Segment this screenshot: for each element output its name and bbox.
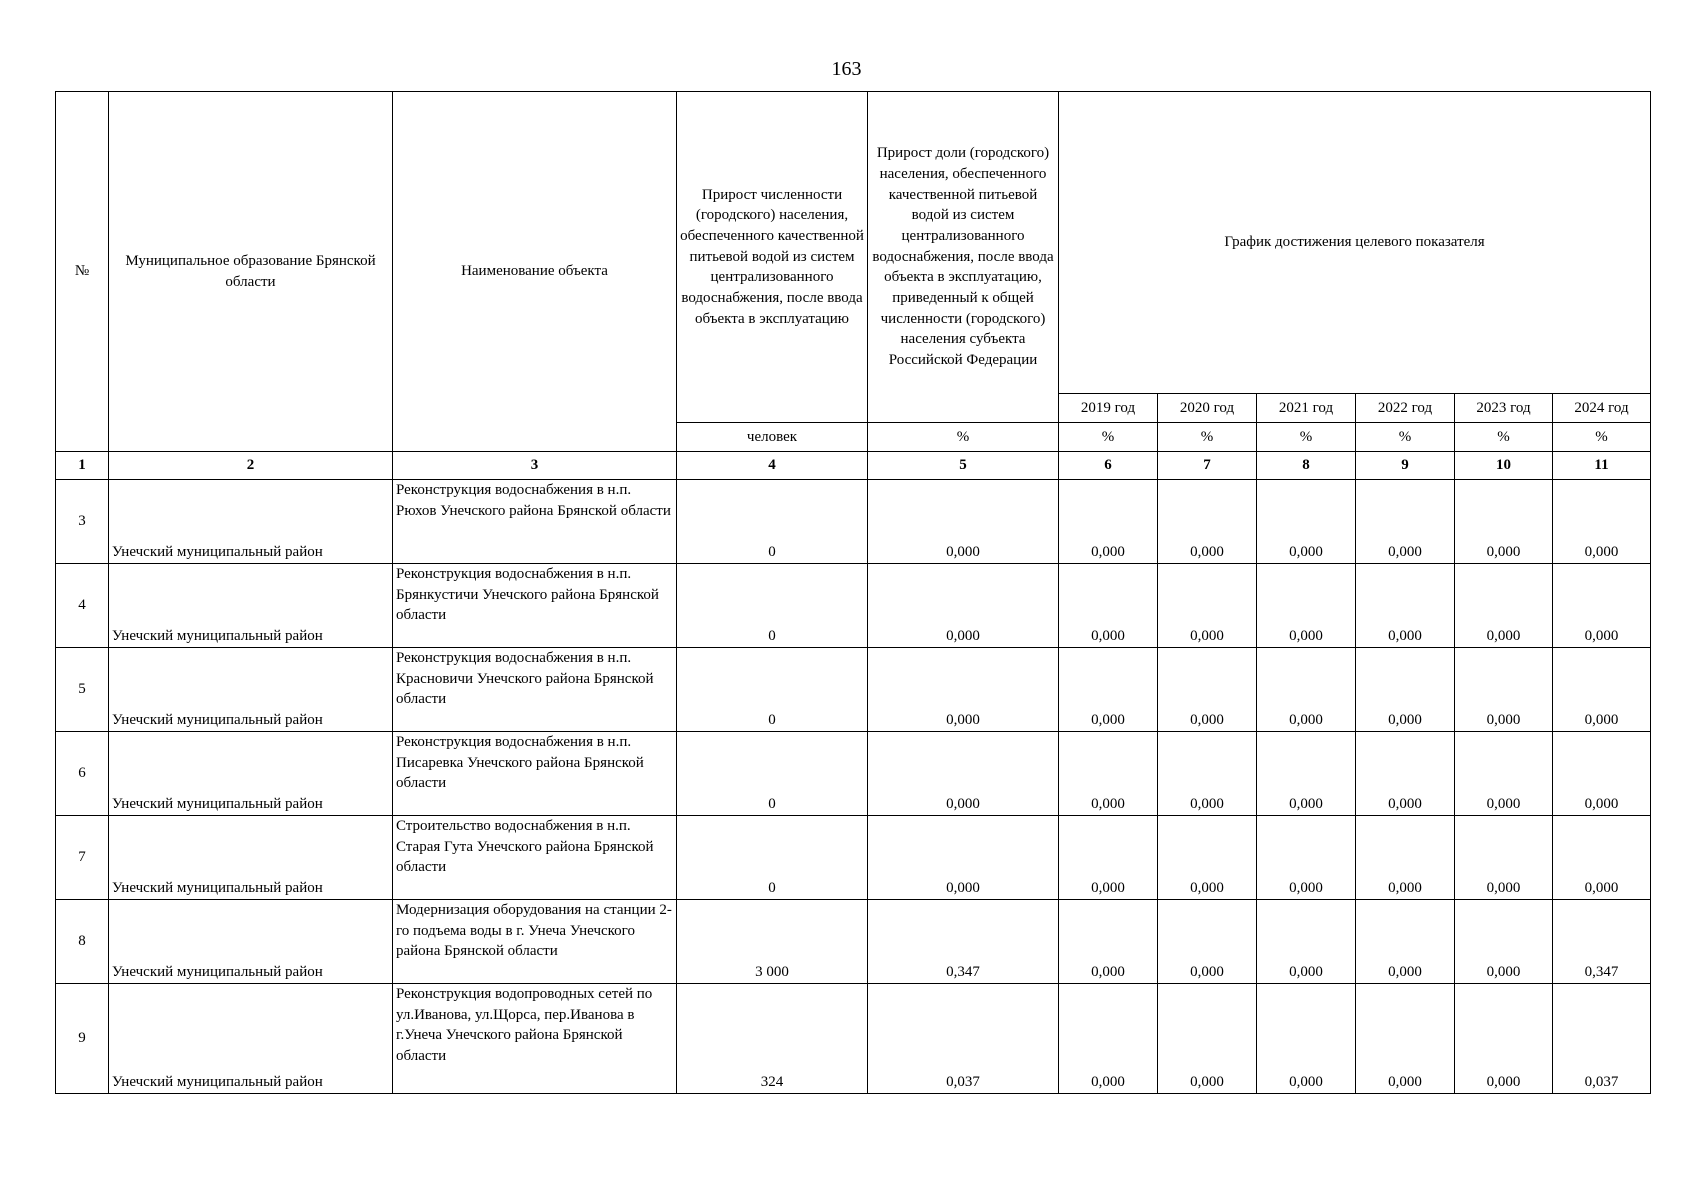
year-value-cell: 0,000 bbox=[1455, 732, 1553, 816]
year-value-cell: 0,000 bbox=[1059, 732, 1158, 816]
column-number: 6 bbox=[1059, 452, 1158, 480]
unit-percent: % bbox=[1553, 423, 1651, 452]
share-increase-cell: 0,000 bbox=[868, 732, 1059, 816]
year-value-cell: 0,000 bbox=[1455, 816, 1553, 900]
table-row bbox=[56, 648, 1651, 732]
year-value-cell: 0,000 bbox=[1356, 732, 1455, 816]
share-increase-cell: 0,037 bbox=[868, 984, 1059, 1094]
population-increase-cell: 0 bbox=[677, 480, 868, 564]
year-value-cell: 0,000 bbox=[1257, 984, 1356, 1094]
share-increase-cell: 0,000 bbox=[868, 564, 1059, 648]
column-number: 9 bbox=[1356, 452, 1455, 480]
row-number: 6 bbox=[56, 732, 109, 816]
population-increase-cell: 324 bbox=[677, 984, 868, 1094]
column-number: 7 bbox=[1158, 452, 1257, 480]
year-value-cell: 0,000 bbox=[1059, 984, 1158, 1094]
table-row bbox=[56, 480, 1651, 564]
column-number: 2 bbox=[109, 452, 393, 480]
year-value-cell: 0,000 bbox=[1158, 816, 1257, 900]
header-no: № bbox=[56, 92, 109, 452]
year-value-cell: 0,000 bbox=[1455, 984, 1553, 1094]
header-object-name: Наименование объекта bbox=[393, 92, 677, 452]
table-row bbox=[56, 816, 1651, 900]
table-row bbox=[56, 564, 1651, 648]
year-value-cell: 0,000 bbox=[1257, 816, 1356, 900]
population-increase-cell: 3 000 bbox=[677, 900, 868, 984]
year-value-cell: 0,000 bbox=[1455, 900, 1553, 984]
header-share-increase: Прирост доли (городского) населения, обеспеченного качественной питьевой водой из систем централизованного водоснабжения, после ввода объекта в эксплуатацию, приведенный к общей численности (городского) населения субъекта Российской Федерации bbox=[868, 92, 1059, 423]
share-increase-cell: 0,000 bbox=[868, 816, 1059, 900]
year-value-cell: 0,000 bbox=[1158, 480, 1257, 564]
share-increase-cell: 0,347 bbox=[868, 900, 1059, 984]
year-value-cell: 0,000 bbox=[1059, 480, 1158, 564]
share-increase-cell: 0,000 bbox=[868, 648, 1059, 732]
municipality-cell: Унечский муниципальный район bbox=[109, 732, 393, 816]
object-name-cell: Реконструкция водоснабжения в н.п. Брянкустичи Унечского района Брянской области bbox=[393, 564, 677, 648]
year-value-cell: 0,000 bbox=[1158, 984, 1257, 1094]
year-value-cell: 0,000 bbox=[1059, 648, 1158, 732]
header-year: 2024 год bbox=[1553, 394, 1651, 423]
object-name-cell: Реконструкция водопроводных сетей по ул.Иванова, ул.Щорса, пер.Иванова в г.Унеча Унечского района Брянской области bbox=[393, 984, 677, 1094]
object-name-cell: Строительство водоснабжения в н.п. Старая Гута Унечского района Брянской области bbox=[393, 816, 677, 900]
object-name-cell: Реконструкция водоснабжения в н.п. Рюхов Унечского района Брянской области bbox=[393, 480, 677, 564]
object-name-cell: Реконструкция водоснабжения в н.п. Писаревка Унечского района Брянской области bbox=[393, 732, 677, 816]
year-value-cell: 0,037 bbox=[1553, 984, 1651, 1094]
year-value-cell: 0,000 bbox=[1158, 900, 1257, 984]
year-value-cell: 0,000 bbox=[1553, 480, 1651, 564]
year-value-cell: 0,000 bbox=[1257, 900, 1356, 984]
header-population-increase: Прирост численности (городского) населения, обеспеченного качественной питьевой водой из систем централизованного водоснабжения, после ввода объекта в эксплуатацию bbox=[677, 92, 868, 423]
table-row bbox=[56, 900, 1651, 984]
header-year: 2022 год bbox=[1356, 394, 1455, 423]
column-numbers-row bbox=[56, 452, 1651, 480]
row-number: 5 bbox=[56, 648, 109, 732]
header-schedule: График достижения целевого показателя bbox=[1059, 92, 1651, 394]
year-value-cell: 0,000 bbox=[1356, 564, 1455, 648]
year-value-cell: 0,000 bbox=[1553, 648, 1651, 732]
header-year: 2020 год bbox=[1158, 394, 1257, 423]
year-value-cell: 0,000 bbox=[1356, 648, 1455, 732]
unit-percent: % bbox=[1158, 423, 1257, 452]
page-number: 163 bbox=[831, 58, 862, 80]
share-increase-cell: 0,000 bbox=[868, 480, 1059, 564]
year-value-cell: 0,000 bbox=[1553, 732, 1651, 816]
municipality-cell: Унечский муниципальный район bbox=[109, 480, 393, 564]
column-number: 5 bbox=[868, 452, 1059, 480]
column-number: 8 bbox=[1257, 452, 1356, 480]
year-value-cell: 0,000 bbox=[1257, 480, 1356, 564]
year-value-cell: 0,000 bbox=[1158, 732, 1257, 816]
row-number: 7 bbox=[56, 816, 109, 900]
year-value-cell: 0,000 bbox=[1257, 648, 1356, 732]
municipality-cell: Унечский муниципальный район bbox=[109, 648, 393, 732]
column-number: 10 bbox=[1455, 452, 1553, 480]
year-value-cell: 0,000 bbox=[1356, 900, 1455, 984]
object-name-cell: Модернизация оборудования на станции 2-го подъема воды в г. Унеча Унечского района Брянской области bbox=[393, 900, 677, 984]
year-value-cell: 0,347 bbox=[1553, 900, 1651, 984]
header-year: 2021 год bbox=[1257, 394, 1356, 423]
year-value-cell: 0,000 bbox=[1158, 648, 1257, 732]
year-value-cell: 0,000 bbox=[1455, 648, 1553, 732]
year-value-cell: 0,000 bbox=[1257, 732, 1356, 816]
unit-percent: % bbox=[868, 423, 1059, 452]
year-value-cell: 0,000 bbox=[1356, 984, 1455, 1094]
column-number: 3 bbox=[393, 452, 677, 480]
row-number: 3 bbox=[56, 480, 109, 564]
row-number: 4 bbox=[56, 564, 109, 648]
unit-percent: % bbox=[1356, 423, 1455, 452]
row-number: 8 bbox=[56, 900, 109, 984]
year-value-cell: 0,000 bbox=[1455, 564, 1553, 648]
year-value-cell: 0,000 bbox=[1553, 564, 1651, 648]
column-number: 11 bbox=[1553, 452, 1651, 480]
municipality-cell: Унечский муниципальный район bbox=[109, 900, 393, 984]
year-value-cell: 0,000 bbox=[1059, 816, 1158, 900]
year-value-cell: 0,000 bbox=[1356, 816, 1455, 900]
column-number: 4 bbox=[677, 452, 868, 480]
year-value-cell: 0,000 bbox=[1553, 816, 1651, 900]
year-value-cell: 0,000 bbox=[1059, 564, 1158, 648]
municipality-cell: Унечский муниципальный район bbox=[109, 564, 393, 648]
year-value-cell: 0,000 bbox=[1059, 900, 1158, 984]
year-value-cell: 0,000 bbox=[1356, 480, 1455, 564]
header-year: 2019 год bbox=[1059, 394, 1158, 423]
population-increase-cell: 0 bbox=[677, 732, 868, 816]
unit-percent: % bbox=[1257, 423, 1356, 452]
header-year: 2023 год bbox=[1455, 394, 1553, 423]
unit-people: человек bbox=[677, 423, 868, 452]
object-name-cell: Реконструкция водоснабжения в н.п. Красновичи Унечского района Брянской области bbox=[393, 648, 677, 732]
municipality-cell: Унечский муниципальный район bbox=[109, 984, 393, 1094]
header-row bbox=[56, 92, 1651, 394]
population-increase-cell: 0 bbox=[677, 816, 868, 900]
municipality-cell: Унечский муниципальный район bbox=[109, 816, 393, 900]
column-number: 1 bbox=[56, 452, 109, 480]
table-row bbox=[56, 984, 1651, 1094]
year-value-cell: 0,000 bbox=[1455, 480, 1553, 564]
year-value-cell: 0,000 bbox=[1158, 564, 1257, 648]
unit-percent: % bbox=[1059, 423, 1158, 452]
unit-percent: % bbox=[1455, 423, 1553, 452]
population-increase-cell: 0 bbox=[677, 564, 868, 648]
row-number: 9 bbox=[56, 984, 109, 1094]
header-municipality: Муниципальное образование Брянской области bbox=[109, 92, 393, 452]
table-row bbox=[56, 732, 1651, 816]
target-indicator-table bbox=[55, 91, 1651, 1094]
population-increase-cell: 0 bbox=[677, 648, 868, 732]
year-value-cell: 0,000 bbox=[1257, 564, 1356, 648]
